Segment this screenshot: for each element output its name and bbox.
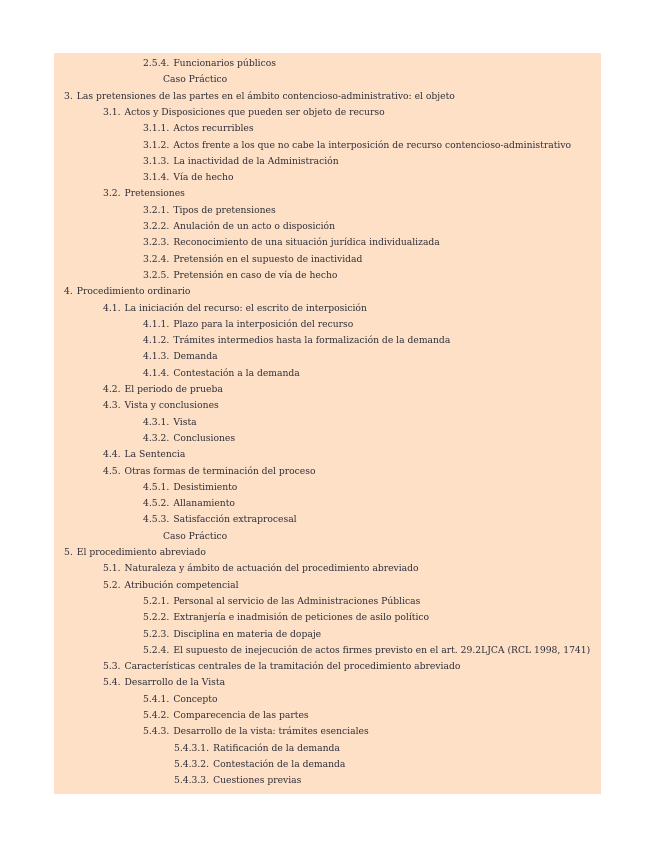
- toc-entry-number: 3.1.1.: [143, 123, 170, 135]
- toc-entry[interactable]: [54, 580, 601, 592]
- toc-entry-title: Trámites intermedios hasta la formalización de la demanda: [173, 335, 451, 347]
- toc-entry-number: 5.2.1.: [143, 595, 170, 607]
- toc-entry[interactable]: [54, 303, 601, 315]
- toc-entry[interactable]: [54, 270, 601, 282]
- toc-entry-title: Características centrales de la tramitación del procedimiento abreviado: [124, 661, 461, 673]
- toc-entry-number: 5.2.4.: [143, 644, 170, 656]
- toc-entry-number: 5.3.: [103, 661, 121, 673]
- toc-entry-number: 4.5.3.: [143, 514, 170, 526]
- toc-entry-number: 5.4.2.: [143, 710, 170, 721]
- toc-entry-number: 3.1.: [103, 106, 121, 118]
- toc-entry[interactable]: [54, 156, 601, 168]
- toc-entry-number: 5.4.3.3.: [174, 775, 210, 787]
- toc-entry-title: El supuesto de inejecución de actos firmes previsto en el art. 29.2LJCA (RCL 1998, 1741): [173, 644, 591, 656]
- toc-entry[interactable]: [54, 384, 601, 396]
- toc-entry-number: 5.1.: [103, 563, 121, 575]
- toc-entry-number: 4.5.2.: [143, 498, 170, 510]
- toc-entry-title: Actos y Disposiciones que pueden ser objeto de recurso: [124, 106, 385, 118]
- toc-entry[interactable]: [54, 449, 601, 461]
- toc-entry-number: 4.1.1.: [143, 318, 170, 330]
- toc-entry-number: 3.1.4.: [143, 172, 170, 184]
- toc-entry[interactable]: [54, 417, 601, 429]
- toc-entry-number: 4.2.: [103, 384, 121, 395]
- toc-entry-number: 4.1.2.: [143, 335, 170, 347]
- toc-entry-title: Caso Práctico: [163, 530, 228, 542]
- toc-entry-number: 4.: [64, 286, 73, 298]
- toc-entry-number: 5.4.3.1.: [174, 742, 210, 754]
- toc-entry[interactable]: [54, 710, 601, 722]
- toc-case-study-entry[interactable]: [54, 531, 601, 543]
- toc-entry-title: El periodo de prueba: [124, 384, 223, 395]
- toc-entry-title: La inactividad de la Administración: [173, 155, 339, 167]
- toc-entry-title: Pretensión en caso de vía de hecho: [173, 269, 338, 281]
- toc-entry-title: Disciplina en materia de dopaje: [173, 628, 322, 640]
- toc-entry-number: 3.2.5.: [143, 269, 170, 281]
- toc-entry[interactable]: [54, 335, 601, 347]
- toc-entry-number: 5.4.1.: [143, 693, 170, 705]
- toc-entry-title: Satisfacción extraprocesal: [173, 514, 297, 526]
- toc-entry-title: Anulación de un acto o disposición: [173, 221, 335, 232]
- toc-entry[interactable]: [54, 612, 601, 624]
- toc-entry-title: Reconocimiento de una situación jurídica individualizada: [173, 237, 440, 249]
- toc-entry-number: 3.2.1.: [143, 204, 170, 216]
- toc-entry-title: Allanamiento: [173, 498, 235, 510]
- toc-entry[interactable]: [54, 368, 601, 380]
- toc-entry-number: 4.1.4.: [143, 367, 170, 379]
- toc-entry-title: Comparecencia de las partes: [173, 710, 309, 721]
- toc-entry-number: 3.1.3.: [143, 155, 170, 167]
- toc-entry-title: Naturaleza y ámbito de actuación del procedimiento abreviado: [124, 563, 419, 575]
- toc-entry[interactable]: [54, 188, 601, 200]
- toc-entry-number: 5.: [64, 547, 73, 558]
- toc-entry[interactable]: [54, 629, 601, 641]
- toc-entry-number: 4.3.: [103, 400, 121, 412]
- toc-entry[interactable]: [54, 694, 601, 706]
- toc-entry-number: 4.3.2.: [143, 432, 170, 444]
- toc-entry-number: 4.1.3.: [143, 351, 170, 363]
- toc-entry[interactable]: [54, 351, 601, 363]
- toc-entry-title: Actos recurribles: [173, 123, 254, 135]
- toc-entry-number: 5.4.3.: [143, 726, 170, 738]
- toc-entry[interactable]: [54, 743, 601, 755]
- toc-entry-number: 5.2.3.: [143, 628, 170, 640]
- toc-entry-number: 3.2.: [103, 188, 121, 200]
- toc-entry[interactable]: [54, 661, 601, 673]
- toc-entry[interactable]: [54, 482, 601, 494]
- toc-entry-title: Personal al servicio de las Administraciones Públicas: [173, 595, 421, 607]
- toc-entry-title: Cuestiones previas: [213, 775, 302, 787]
- toc-entry-number: 4.4.: [103, 449, 121, 461]
- toc-entry[interactable]: [54, 514, 601, 526]
- toc-entry-number: 3.1.2.: [143, 139, 170, 151]
- toc-entry[interactable]: [54, 172, 601, 184]
- toc-entry[interactable]: [54, 123, 601, 135]
- toc-entry[interactable]: [54, 205, 601, 217]
- toc-entry[interactable]: [54, 254, 601, 266]
- toc-entry[interactable]: [54, 319, 601, 331]
- toc-entry-number: 5.4.3.2.: [174, 758, 210, 770]
- toc-entry-title: La iniciación del recurso: el escrito de interposición: [124, 302, 367, 314]
- toc-entry-title: Extranjería e inadmisión de peticiones de asilo político: [173, 612, 430, 624]
- toc-entry[interactable]: [54, 596, 601, 608]
- toc-entry-number: 5.2.2.: [143, 612, 170, 624]
- toc-entry-title: Demanda: [173, 351, 218, 363]
- toc-entry-title: Pretensiones: [124, 188, 185, 200]
- toc-entry-number: 4.5.1.: [143, 481, 170, 493]
- toc-entry-title: Contestación a la demanda: [173, 367, 300, 379]
- toc-entry-title: Funcionarios públicos: [173, 58, 276, 69]
- toc-entry-title: Procedimiento ordinario: [76, 286, 191, 298]
- toc-entry[interactable]: [54, 221, 601, 233]
- toc-entry[interactable]: [54, 726, 601, 738]
- toc-entry-title: Vista y conclusiones: [124, 400, 219, 412]
- toc-entry-number: 2.5.4.: [143, 58, 170, 69]
- toc-entry-title: Ratificación de la demanda: [213, 742, 340, 754]
- table-of-contents: [54, 53, 601, 794]
- toc-entry-title: Tipos de pretensiones: [173, 204, 276, 216]
- toc-entry[interactable]: [54, 498, 601, 510]
- toc-entry-title: El procedimiento abreviado: [76, 547, 206, 558]
- toc-entry-number: 3.: [64, 90, 73, 102]
- toc-entry-number: 4.5.: [103, 465, 121, 477]
- toc-entry-title: Vista: [173, 416, 197, 428]
- toc-entry[interactable]: [54, 107, 601, 119]
- toc-entry[interactable]: [54, 400, 601, 412]
- toc-entry[interactable]: [54, 645, 601, 657]
- toc-entry[interactable]: [54, 759, 601, 771]
- toc-entry[interactable]: [54, 140, 601, 152]
- toc-entry[interactable]: [54, 286, 601, 298]
- toc-entry-number: 5.2.: [103, 579, 121, 591]
- toc-entry[interactable]: [54, 775, 601, 787]
- toc-entry-title: Desarrollo de la Vista: [124, 677, 226, 689]
- toc-entry-number: 3.2.4.: [143, 253, 170, 265]
- toc-case-study-entry[interactable]: [54, 74, 601, 86]
- toc-entry-title: Actos frente a los que no cabe la interposición de recurso contencioso-administrativo: [173, 139, 572, 151]
- toc-entry[interactable]: [54, 58, 601, 70]
- toc-entry[interactable]: [54, 563, 601, 575]
- toc-entry-number: 4.1.: [103, 302, 121, 314]
- toc-entry-title: Caso Práctico: [163, 74, 228, 86]
- toc-entry-title: Concepto: [173, 693, 218, 705]
- toc-entry[interactable]: [54, 237, 601, 249]
- toc-entry[interactable]: [54, 433, 601, 445]
- toc-entry-number: 5.4.: [103, 677, 121, 689]
- toc-entry-number: 3.2.3.: [143, 237, 170, 249]
- toc-entry[interactable]: [54, 547, 601, 559]
- toc-entry[interactable]: [54, 91, 601, 103]
- toc-entry[interactable]: [54, 466, 601, 478]
- toc-entry-title: La Sentencia: [124, 449, 186, 461]
- toc-entry-title: Vía de hecho: [173, 172, 234, 184]
- toc-entry-title: Otras formas de terminación del proceso: [124, 465, 316, 477]
- toc-entry-title: Contestación de la demanda: [213, 758, 346, 770]
- toc-entry-title: Las pretensiones de las partes en el ámbito contencioso-administrativo: el objeto: [76, 90, 455, 102]
- toc-entry-number: 3.2.2.: [143, 221, 170, 232]
- toc-entry-title: Conclusiones: [173, 432, 236, 444]
- toc-entry-title: Desarrollo de la vista: trámites esenciales: [173, 726, 369, 738]
- toc-entry[interactable]: [54, 677, 601, 689]
- toc-entry-title: Atribución competencial: [124, 579, 239, 591]
- toc-entry-title: Pretensión en el supuesto de inactividad: [173, 253, 363, 265]
- toc-entry-number: 4.3.1.: [143, 416, 170, 428]
- toc-entry-title: Plazo para la interposición del recurso: [173, 318, 354, 330]
- toc-entry-title: Desistimiento: [173, 481, 238, 493]
